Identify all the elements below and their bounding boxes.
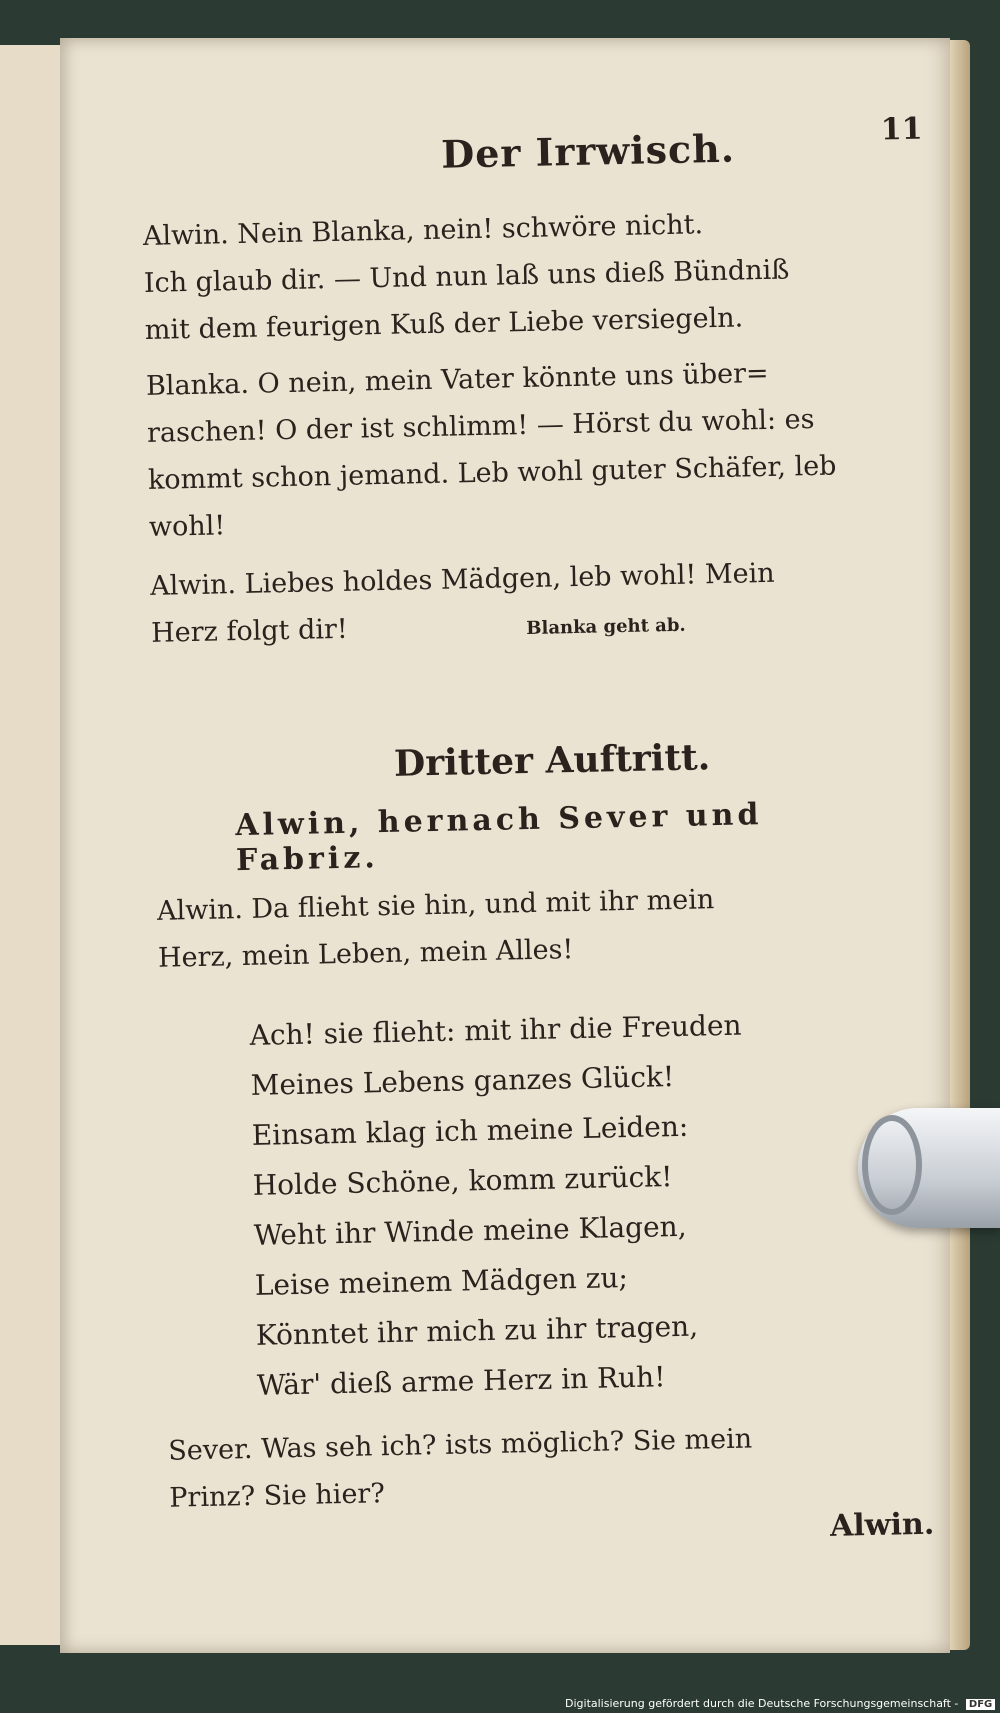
text-line: Alwin. Da flieht sie hin, und mit ihr mein — [156, 884, 715, 927]
text-line: mit dem feurigen Kuß der Liebe versiegeln. — [144, 302, 744, 346]
scene-cast-list: Alwin, hernach Sever und Fabriz. — [234, 797, 763, 879]
text-line: Herz, mein Leben, mein Alles! — [157, 934, 574, 974]
page-number: 11 — [880, 111, 923, 148]
digitization-credit — [565, 1697, 995, 1710]
scene-heading: Dritter Auftritt. — [393, 736, 711, 785]
text-line: kommt schon jemand. Leb wohl guter Schäfer, leb — [147, 450, 837, 496]
speech-alwin — [157, 872, 919, 982]
dialogue-alwin-2 — [150, 547, 912, 660]
verse-stanza — [249, 1001, 749, 1411]
verse-line: Ach! sie flieht: mit ihr die Freuden — [249, 1008, 742, 1052]
stage-direction: Blanka geht ab. — [526, 614, 686, 640]
text-line: Blanka. O nein, mein Vater könnte uns über= — [145, 357, 769, 402]
credit-text: Digitalisierung gefördert durch die Deutsche Forschungsgemeinschaft - — [565, 1697, 959, 1710]
text-line: Alwin. Nein Blanka, nein! schwöre nicht. — [142, 209, 704, 252]
text-line: Prinz? Sie hier? — [169, 1478, 386, 1514]
dfg-logo: DFG — [966, 1699, 995, 1710]
verse-line: Leise meinem Mädgen zu; — [254, 1261, 629, 1302]
running-title: Der Irrwisch. — [440, 125, 736, 177]
text-line: Sever. Was seh ich? ists möglich? Sie mein — [168, 1423, 753, 1467]
book-page — [60, 38, 950, 1653]
dialogue-alwin-1 — [142, 197, 905, 354]
clip-ring — [862, 1115, 922, 1215]
text-line: Alwin. Liebes holdes Mädgen, leb wohl! Mein — [149, 557, 775, 602]
verse-line: Meines Lebens ganzes Glück! — [250, 1060, 675, 1102]
dialogue-blanka — [146, 347, 910, 551]
facing-page-edge — [0, 45, 65, 1645]
verse-line: Könntet ihr mich zu ihr tragen, — [255, 1309, 699, 1352]
verse-line: Holde Schöne, komm zurück! — [252, 1160, 673, 1202]
catchword: Alwin. — [829, 1506, 935, 1544]
verse-line: Wär' dieß arme Herz in Ruh! — [256, 1360, 666, 1402]
verse-line: Einsam klag ich meine Leiden: — [251, 1109, 689, 1152]
page-content — [140, 82, 935, 1544]
text-line-content: Herz folgt dir! — [150, 613, 349, 649]
dialogue-sever — [168, 1412, 930, 1522]
text-line: Ich glaub dir. — Und nun laß uns dieß Bündniß — [143, 254, 790, 299]
text-line: raschen! O der ist schlimm! — Hörst du wohl: es — [146, 403, 815, 449]
text-line: wohl! — [148, 510, 226, 543]
verse-line: Weht ihr Winde meine Klagen, — [253, 1209, 687, 1252]
